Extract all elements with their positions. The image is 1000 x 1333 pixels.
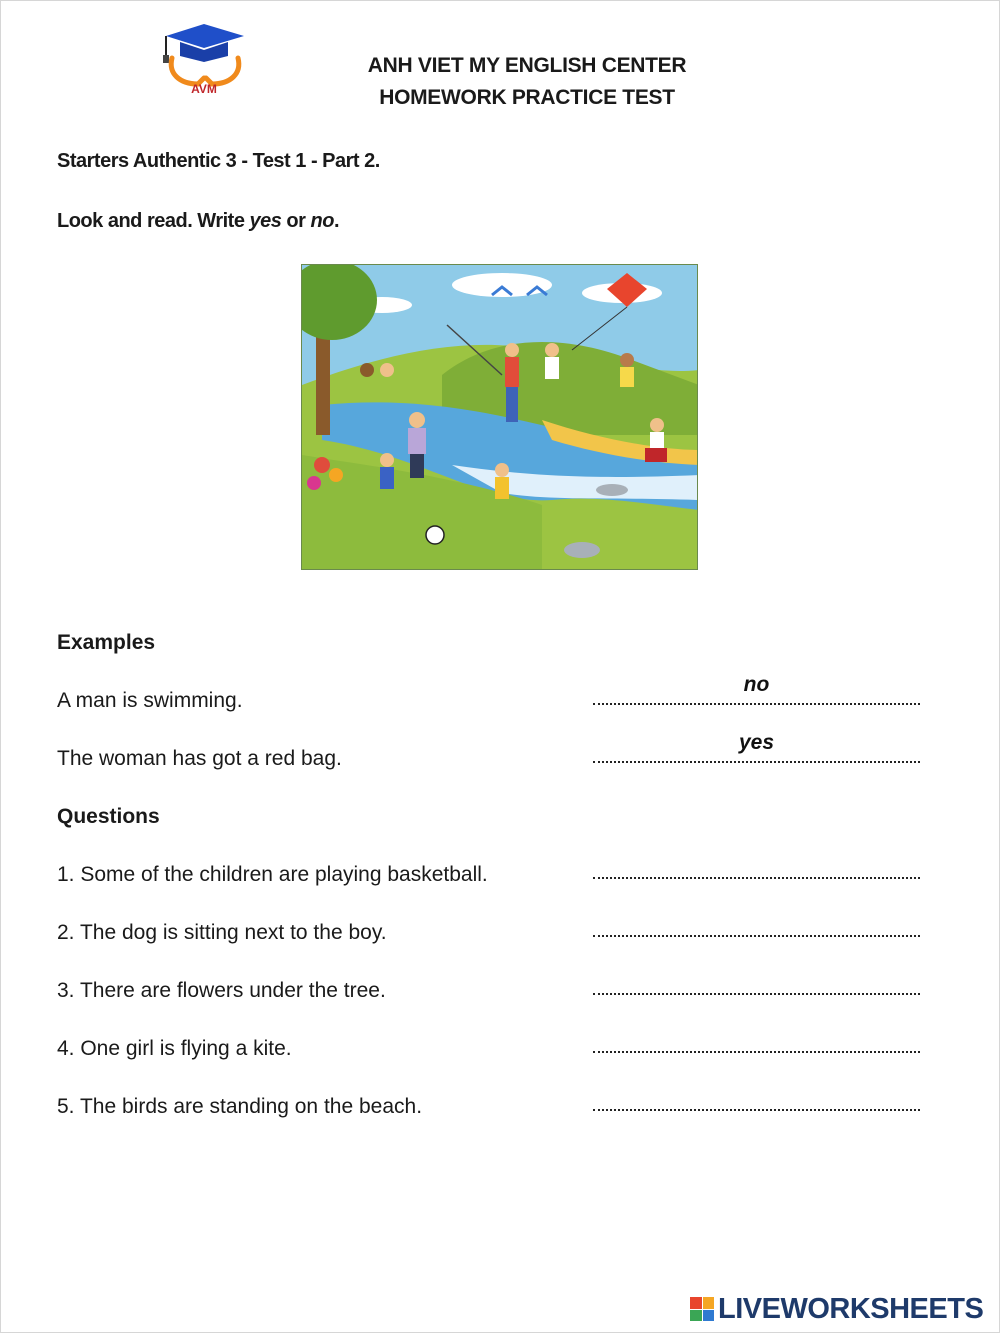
example-answer: no: [743, 673, 770, 696]
answer-input-4[interactable]: [593, 1021, 924, 1051]
examples-heading: Examples: [57, 631, 156, 654]
graduation-cap-icon: [158, 22, 250, 98]
question-item-5: [57, 1095, 937, 1125]
example-statement: A man is swimming.: [57, 689, 243, 712]
answer-input-1[interactable]: [593, 847, 924, 877]
example-statement: The woman has got a red bag.: [57, 747, 342, 770]
liveworksheets-brand: LIVEWORKSHEETS: [718, 1292, 984, 1325]
question-statement: 4. One girl is flying a kite.: [57, 1037, 292, 1060]
park-scene-picture: [301, 264, 698, 570]
answer-input-5[interactable]: [593, 1079, 924, 1109]
answer-input-3[interactable]: [593, 963, 924, 993]
logo-text: AVM: [191, 82, 217, 96]
example-answer: yes: [738, 731, 775, 754]
question-statement: 3. There are flowers under the tree.: [57, 979, 386, 1002]
instruction: Look and read. Write yes or no.: [57, 210, 339, 232]
test-title: HOMEWORK PRACTICE TEST: [379, 86, 675, 109]
answer-dotted-line: [593, 759, 920, 763]
example-item-1: [57, 673, 937, 719]
answer-input-2[interactable]: [593, 905, 924, 935]
center-name: ANH VIET MY ENGLISH CENTER: [367, 54, 687, 77]
question-statement: 2. The dog is sitting next to the boy.: [57, 921, 387, 944]
page-header: [300, 50, 754, 114]
questions-heading: Questions: [57, 805, 160, 828]
question-item-2: [57, 921, 937, 951]
liveworksheets-logo-icon: [690, 1297, 714, 1321]
liveworksheets-footer: [690, 1292, 983, 1326]
example-item-2: [57, 731, 937, 777]
question-item-3: [57, 979, 937, 1009]
question-item-1: [57, 863, 937, 893]
test-subtitle: Starters Authentic 3 - Test 1 - Part 2.: [57, 150, 380, 172]
question-item-4: [57, 1037, 937, 1067]
center-logo: [158, 22, 250, 98]
answer-dotted-line: [593, 701, 920, 705]
question-statement: 1. Some of the children are playing basketball.: [57, 863, 488, 886]
question-statement: 5. The birds are standing on the beach.: [57, 1095, 423, 1118]
